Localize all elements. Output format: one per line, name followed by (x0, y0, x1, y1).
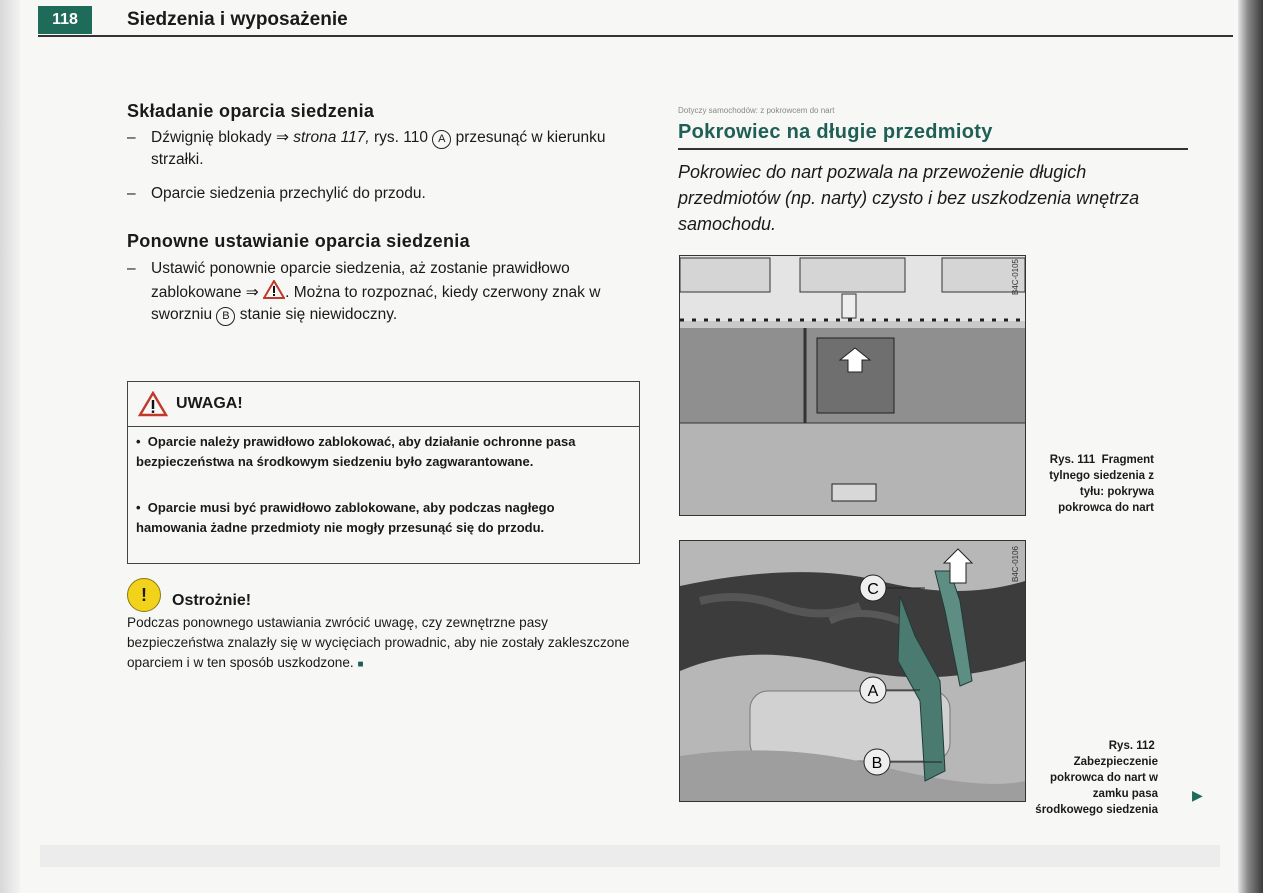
arrow-icon: ⇒ (245, 284, 259, 301)
intro-text: Pokrowiec do nart pozwala na przewożenie długich przedmiotów (np. narty) czysto i bez uszkodzenia wnętrza samochodu. (678, 162, 1140, 234)
list-item: – Ustawić ponownie oparcie siedzenia, aż zostanie prawidłowo zablokowane ⇒ . Można to rozpoznać, kiedy czerwony znak w sworzniu B stanie się niewidoczny. (127, 258, 639, 326)
continue-arrow-icon: ▶ (1192, 787, 1203, 803)
figure-2-image (679, 540, 1026, 802)
section2-list (127, 258, 639, 326)
section1-list (127, 127, 639, 205)
figure-1-code: B4C-0105 (1011, 259, 1020, 296)
warning-box (127, 381, 640, 564)
book-spine (1238, 0, 1263, 893)
figure-1-caption: Rys. 111 Fragment tylnego siedzenia z tyłu: pokrywa pokrowca do nart (1049, 454, 1154, 514)
header-rule (38, 35, 1233, 37)
caution-title: Ostrożnie! (172, 592, 252, 609)
warning-title: UWAGA! (176, 395, 243, 412)
footer-bleed (40, 845, 1220, 867)
circle-label-b: B (216, 307, 235, 326)
section2-heading: Ponowne ustawianie oparcia siedzenia (127, 231, 470, 251)
list-item: – Oparcie siedzenia przechylić do przodu. (127, 183, 639, 205)
section-applicability: Dotyczy samochodów: z pokrowcem do nart (678, 106, 835, 115)
section1-heading: Składanie oparcia siedzenia (127, 101, 375, 121)
figure-2-label-c: C (867, 581, 879, 598)
figure-2-caption: Rys. 112 Zabezpieczenie pokrowca do nart w zamku pasa środkowego siedzenia (1035, 740, 1158, 816)
page-reference-link[interactable]: strona 117, (293, 129, 370, 146)
warning-bullet: • Oparcie należy prawidłowo zablokować, aby działanie ochronne pasa bezpieczeństwa na środkowym siedzeniu było zagwarantowane. (136, 434, 576, 469)
warning-triangle-icon (263, 280, 285, 299)
page-edge-left (0, 0, 20, 893)
dash-mark: – (127, 129, 136, 146)
warning-bullet: • Oparcie musi być prawidłowo zablokowane, aby podczas nagłego hamowania żadne przedmioty nie mogły przesunąć się do przodu. (136, 500, 555, 535)
seat-back-illustration (680, 256, 1025, 515)
caution-icon: ! (127, 578, 161, 612)
title-rule (678, 148, 1188, 150)
bullet-mark: • (136, 500, 141, 515)
bullet-mark: • (136, 434, 141, 449)
circle-label-a: A (432, 130, 451, 149)
ski-bag-belt-illustration (680, 541, 1025, 801)
chapter-title: Siedzenia i wyposażenie (127, 9, 348, 30)
dash-mark: – (127, 260, 136, 277)
warning-header (128, 382, 639, 427)
page-number: 118 (38, 6, 92, 34)
section-title: Pokrowiec na długie przedmioty (678, 121, 993, 143)
list-item: – Dźwignię blokady ⇒ strona 117, rys. 110 A przesunąć w kierunku strzałki. (127, 129, 606, 168)
figure-2-code: B4C-0106 (1011, 546, 1020, 583)
figure-2-label-a: A (867, 683, 879, 700)
dash-mark: – (127, 185, 136, 202)
figure-2-label-b: B (871, 755, 883, 772)
end-mark: ■ (357, 659, 364, 670)
figure-1-image (679, 255, 1026, 516)
warning-triangle-icon (138, 391, 168, 417)
caution-text: Podczas ponownego ustawiania zwrócić uwagę, czy zewnętrzne pasy bezpieczeństwa znalazły się w wycięciach prowadnic, aby nie zostały zakleszczone oparciem i w ten sposób uszkodzone. ■ (127, 615, 630, 670)
arrow-icon: ⇒ (275, 129, 289, 146)
